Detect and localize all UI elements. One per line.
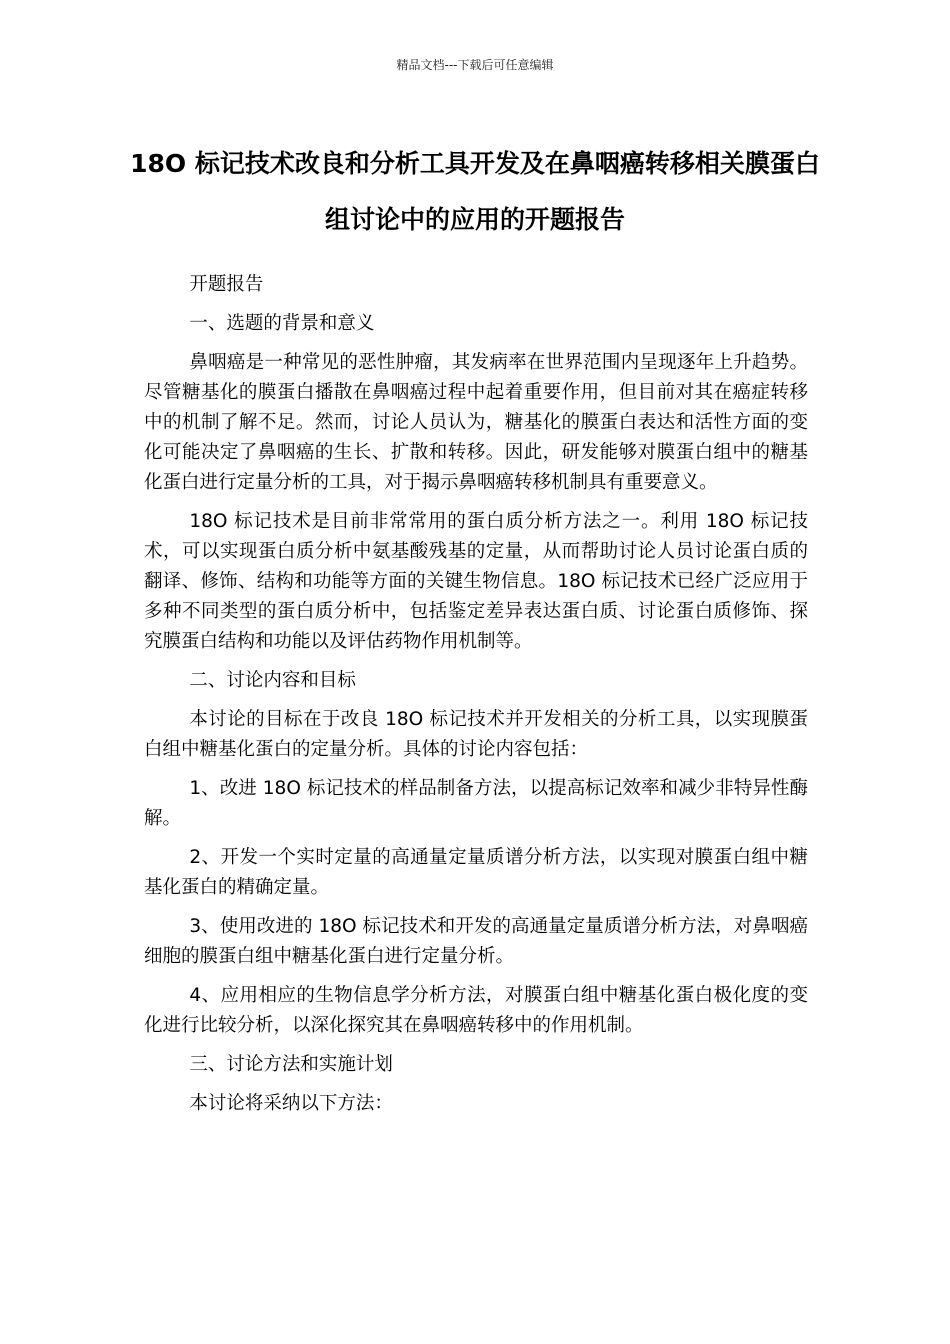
header-note: 精品文档---下载后可任意编辑 [396, 58, 554, 72]
section-heading: 一、选题的背景和意义 [189, 313, 375, 334]
list-item: 1、改进 18O 标记技术的样品制备方法，以提高标记效率和减少非特异性酶解。 [144, 778, 808, 829]
paragraph: 鼻咽癌是一种常见的恶性肿瘤，其发病率在世界范围内呈现逐年上升趋势。尽管糖基化的膜蛋白播散在鼻咽癌过程中起着重要作用，但目前对其在癌症转移中的机制了解不足。然而，讨论人员认为，糖基化的膜蛋白表达和活性方面的变化可能决定了鼻咽癌的生长、扩散和转移。因此，研发能够对膜蛋白组中的糖基化蛋白进行定量分析的工具，对于揭示鼻咽癌转移机制具有重要意义。 [144, 352, 808, 493]
section-heading: 二、讨论内容和目标 [189, 670, 356, 691]
paragraph: 本讨论的目标在于改良 18O 标记技术并开发相关的分析工具，以实现膜蛋白组中糖基化蛋白的定量分析。具体的讨论内容包括： [144, 709, 808, 760]
paragraph: 18O 标记技术是目前非常常用的蛋白质分析方法之一。利用 18O 标记技术，可以实现蛋白质分析中氨基酸残基的定量，从而帮助讨论人员讨论蛋白质的翻译、修饰、结构和功能等方面的关键生物信息。18O 标记技术已经广泛应用于多种不同类型的蛋白质分析中，包括鉴定差异表达蛋白质、讨论蛋白质修饰、探究膜蛋白结构和功能以及评估药物作用机制等。 [144, 511, 808, 652]
list-item: 2、开发一个实时定量的高通量定量质谱分析方法，以实现对膜蛋白组中糖基化蛋白的精确定量。 [144, 847, 808, 898]
section-heading: 三、讨论方法和实施计划 [189, 1054, 393, 1075]
document-body [144, 270, 808, 1128]
list-item: 4、应用相应的生物信息学分析方法，对膜蛋白组中糖基化蛋白极化度的变化进行比较分析，以深化探究其在鼻咽癌转移中的作用机制。 [144, 985, 808, 1036]
paragraph: 本讨论将采纳以下方法： [189, 1093, 393, 1114]
section-label: 开题报告 [189, 274, 264, 295]
list-item: 3、使用改进的 18O 标记技术和开发的高通量定量质谱分析方法，对鼻咽癌细胞的膜蛋白组中糖基化蛋白进行定量分析。 [144, 916, 808, 967]
document-title: 18O 标记技术改良和分析工具开发及在鼻咽癌转移相关膜蛋白组讨论中的应用的开题报告 [130, 149, 820, 234]
